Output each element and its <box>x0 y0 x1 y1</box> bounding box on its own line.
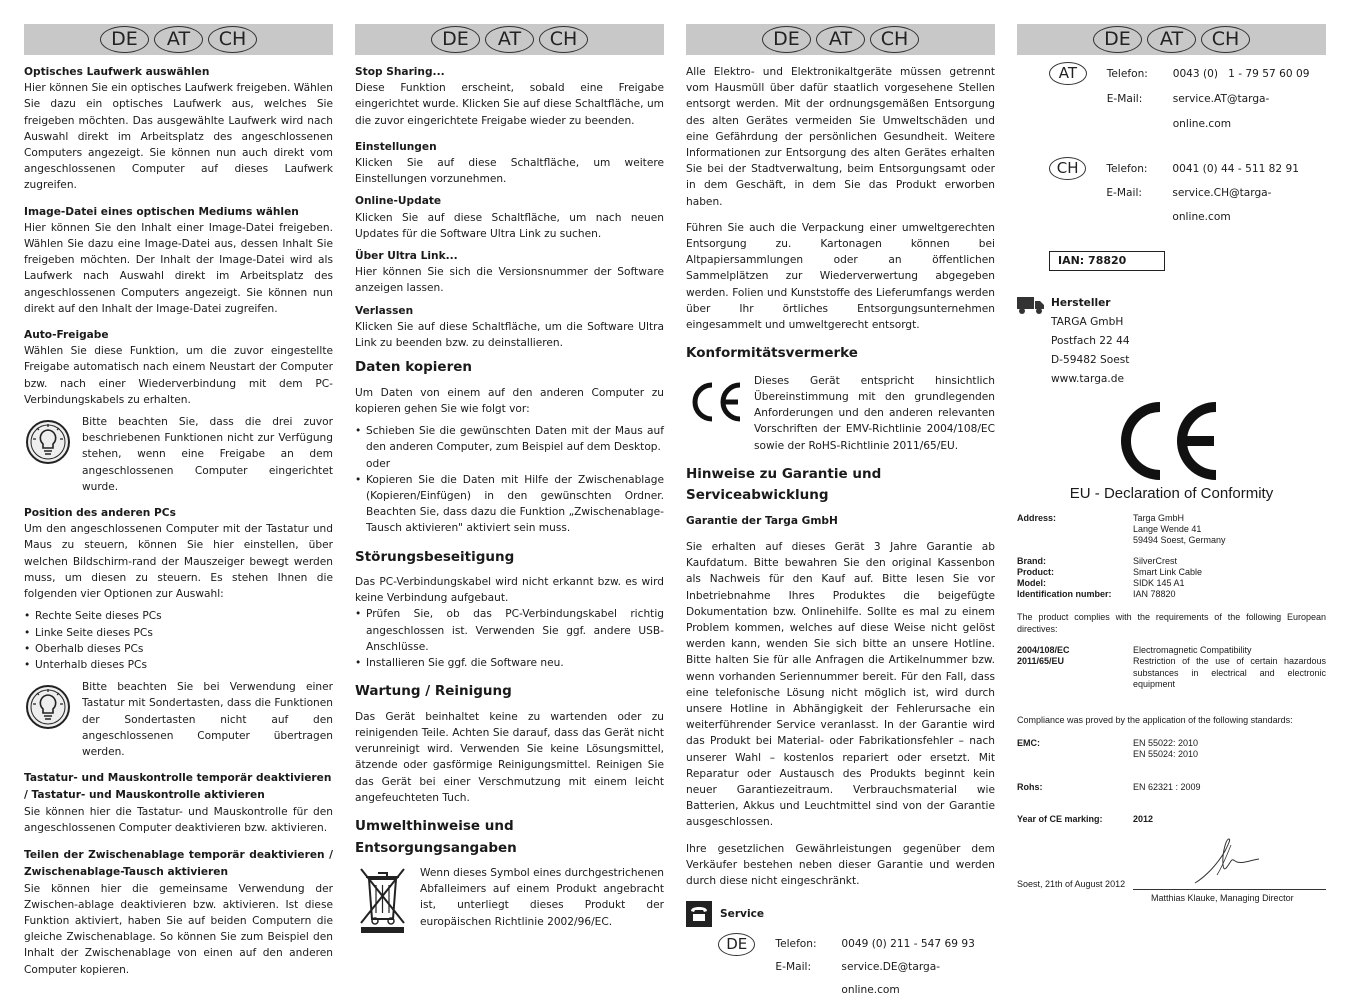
ce-mark-icon <box>686 377 744 427</box>
section-title: Über Ultra Link... <box>355 250 458 263</box>
note-text: Bitte beachten Sie, dass die drei zuvor beschriebenen Funktionen nicht zur Verfügung stehen, wenn eine Freigabe an dem angeschlossenen Computer eingerichtet wurde. <box>82 416 333 493</box>
section-title: Stop Sharing... <box>355 66 445 78</box>
list-item: • Oberhalb dieses PCs <box>24 641 333 657</box>
signature-area <box>1017 833 1326 913</box>
ian-box: IAN: 78820 <box>1049 251 1165 271</box>
section-text: Um Daten von einem auf den anderen Computer zu kopieren gehen Sie wie folgt vor: <box>355 386 664 415</box>
troubleshoot-list <box>355 606 664 671</box>
section-heading: Konformitätsvermerke <box>686 345 858 362</box>
model-value: SIDK 145 A1 <box>1133 578 1185 589</box>
signature-line <box>1133 889 1326 890</box>
phone-label: Telefon: <box>1106 68 1148 80</box>
address-line: Targa GmbH <box>1133 512 1185 523</box>
id-value: IAN 78820 <box>1133 589 1176 600</box>
mail-address[interactable]: service.DE@targa-online.com <box>841 961 941 997</box>
badge-at: AT <box>154 26 203 53</box>
manufacturer-line: Postfach 22 44 <box>1051 335 1130 348</box>
list-item: • Rechte Seite dieses PCs <box>24 608 333 624</box>
manufacturer-block <box>1017 295 1326 389</box>
directive-code: 2004/108/EC <box>1017 645 1070 656</box>
badge-at: AT <box>1147 26 1196 53</box>
warranty-text: Sie erhalten auf dieses Gerät 3 Jahre Garantie ab Kaufdatum. Bitte bewahren Sie den original Kassenbon als Nachweis für den Kauf auf. Bitte lesen Sie vor Inbetriebnahme Ihres Produktes die beigefügte Dokumentation bzw. Onlinehilfe. Sollte es mal zu einem Problem kommen, welches auf diese Weise nicht gelöst werden kann, wenden Sie sich bitte an unsere Hotline. Bitte halten Sie für alle Anfragen die Artikelnummer bzw. wenn vorhanden Seriennummer bereit. Für den Fall, dass eine telefonische Lösung nicht möglich ist, wird durch unsere Hotline in Abhängigkeit der Fehlerursache ein weiterführender Service veranlasst. In der Garantie wird das Produkt bei Material- oder Fabrikationsfehler – nach unserer Wahl – kostenlos repariert oder ersetzt. Mit Reparatur oder Austausch des Produkts beginnt kein neuer Garantiezeitraum. Verbrauchsmaterial wie Batterien, Akkus und Leuchtmittel sind von der Garantie ausgeschlossen. <box>686 540 995 829</box>
badge-de: DE <box>718 933 755 956</box>
badge-ch: CH <box>208 26 257 53</box>
year-value: 2012 <box>1133 813 1154 824</box>
manufacturer-line: D-59482 Soest <box>1051 354 1130 367</box>
badge-at: AT <box>1049 62 1087 85</box>
section-text: Hier können Sie sich die Versionsnummer der Software anzeigen lassen. <box>355 266 664 295</box>
list-item: • Linke Seite dieses PCs <box>24 625 333 641</box>
service-at <box>1049 62 1326 137</box>
address-line: Lange Wende 41 <box>1133 523 1202 534</box>
section-text: Hier können Sie den Inhalt einer Image-Datei freigeben. Wählen Sie dazu eine Image-Datei aus, dessen Inhalt Sie freigeben möchten. Der Inhalt der Image-Datei wird als Laufwerk nach Auswahl direkt im Arbeitsplatz des angeschlossenen Computers angezeigt. Sie können nun direkt auf den Inhalt der Image-Datei zugreifen. <box>24 221 333 315</box>
mail-label: E-Mail: <box>775 961 812 974</box>
badge-at: AT <box>485 26 534 53</box>
mail-label: E-Mail: <box>1106 187 1142 199</box>
note-text: Bitte beachten Sie bei Verwendung einer Tastatur mit Sondertasten, dass die Funktionen der Sondertasten nicht auf den angeschlossenen Computer übertragen werden. <box>82 681 333 758</box>
product-label: Product: <box>1017 567 1054 578</box>
note-text: Dieses Gerät entspricht hinsichtlich Übereinstimmung mit den grundlegenden Anforderungen und den anderen relevanten Vorschriften der EMV-Richtlinie 2004/108/EC sowie der RoHS-Richtlinie 2011/65/EU. <box>754 374 995 452</box>
badge-ch: CH <box>870 26 919 53</box>
section-text: Wählen Sie diese Funktion, um die zuvor eingestellte Freigabe automatisch nach einem Neustart der Computer bzw. nach einer Wiederverbindung mit dem PC-Verbindungskabels zu erhalten. <box>24 345 333 406</box>
proved-text: Compliance was proved by the application of the following standards: <box>1017 715 1293 726</box>
subsection-title: Garantie der Targa GmbH <box>686 514 838 527</box>
weee-note <box>355 865 664 935</box>
country-header <box>24 24 333 55</box>
brand-value: SilverCrest <box>1133 556 1178 567</box>
section-heading: Hinweise zu Garantie und Serviceabwicklung <box>686 465 882 504</box>
doc-title: EU - Declaration of Conformity <box>1069 485 1274 503</box>
section-text: Das PC-Verbindungskabel wird nicht erkannt bzw. es wird keine Verbindung aufgebaut. <box>355 576 664 605</box>
model-label: Model: <box>1017 578 1046 589</box>
ce-mark-icon <box>1112 401 1222 481</box>
section-text: Diese Funktion erscheint, sobald eine Freigabe eingerichtet wurde. Klicken Sie auf diese Schaltfläche, um die zuvor eingerichtete Freigabe wieder zu beenden. <box>355 82 664 127</box>
declaration <box>1017 513 1326 913</box>
section-title: Position des anderen PCs <box>24 507 176 520</box>
section-heading: Wartung / Reinigung <box>355 683 512 700</box>
truck-icon <box>1017 295 1045 315</box>
manufacturer-title: Hersteller <box>1051 297 1111 310</box>
section-heading: Störungsbeseitigung <box>355 548 515 565</box>
list-item: • Kopieren Sie die Daten mit Hilfe der Zwischenablage (Kopieren/Einfügen) in den gewünschten Ordner. Beachten Sie, dass dazu die Funktion „Zwischenablage-Tausch aktivieren" aktiviert sein muss. <box>355 472 664 537</box>
badge-at: AT <box>816 26 865 53</box>
phone-number: 0043 (0) 1 - 79 57 60 09 <box>1172 68 1310 80</box>
rohs-label: Rohs: <box>1017 781 1043 792</box>
section-title: Optisches Laufwerk auswählen <box>24 66 210 78</box>
phone-label: Telefon: <box>1106 163 1148 175</box>
mail-label: E-Mail: <box>1106 93 1143 105</box>
section-text: Sie können hier die gemeinsame Verwendung der Zwischen-ablage deaktivieren bzw. aktivieren. Ist diese Funktion aktiviert, haben Sie auf beiden Computern die gleiche Zwischenablage. So können Sie zum Beispiel den Inhalt der Zwischenablage von einen auf den anderen Computer kopieren. <box>24 882 333 976</box>
warranty-text-2: Ihre gesetzlichen Gewährleistungen gegenüber dem Verkäufer bestehen neben dieser Garantie und werden durch diese nicht eingeschränkt. <box>686 842 995 888</box>
note-box <box>24 679 333 760</box>
column-1 <box>24 24 333 976</box>
country-header <box>355 24 664 55</box>
list-item: • Prüfen Sie, ob das PC-Verbindungskabel richtig angeschlossen ist. Verwenden Sie ggf. andere USB-Anschlüsse. <box>355 606 664 655</box>
emc-standard: EN 55022: 2010 <box>1133 738 1199 749</box>
options-list <box>24 608 333 673</box>
section-title: Tastatur- und Mauskontrolle temporär deaktivieren / Tastatur- und Mauskontrolle aktivieren <box>24 772 332 802</box>
badge-de: DE <box>762 26 811 53</box>
phone-number: 0041 (0) 44 - 511 82 91 <box>1172 163 1300 175</box>
section-text: Klicken Sie auf diese Schaltfläche, um die Software Ultra Link zu beenden bzw. zu deinstallieren. <box>355 320 664 350</box>
copy-steps-list <box>355 472 664 537</box>
manufacturer-line[interactable]: www.targa.de <box>1051 373 1125 386</box>
telephone-icon <box>686 901 712 927</box>
column-4 <box>1017 24 1326 946</box>
section-title: Image-Datei eines optischen Mediums wählen <box>24 205 299 218</box>
note-box <box>24 414 333 495</box>
lightbulb-icon <box>24 683 72 731</box>
rohs-standard: EN 62321 : 2009 <box>1133 781 1201 792</box>
section-text: Hier können Sie ein optisches Laufwerk freigeben. Wählen Sie dazu ein optisches Laufwerk aus, welches Sie freigeben möchten. Das ausgewählte Laufwerk wird nach Auswahl direkt im Arbeitsplatz des angeschlossenen Computers angezeigt. Sie können nun auch direkt vom angeschlossenen Computer auf dieses Laufwerk zugreifen. <box>24 82 333 192</box>
signer-name: Matthias Klauke, Managing Director <box>1151 893 1294 904</box>
service-title: Service <box>720 908 765 921</box>
note-text: Wenn dieses Symbol eines durchgestrichenen Abfalleimers auf einem Produkt angebracht ist, unterliegt dieses Produkt der europäischen Richtlinie 2002/96/EC. <box>420 867 665 928</box>
section-title: Online-Update <box>355 195 442 208</box>
badge-ch: CH <box>539 26 588 53</box>
phone-label: Telefon: <box>775 938 817 951</box>
section-text: Um den angeschlossenen Computer mit der Tastatur und Maus zu steuern, können Sie hier einstellen, über welchen Bildschirm-rand der Mauszeiger bewegt werden muss, um diesen zu steuern. Es stehen Ihnen die folgenden vier Optionen zur Auswahl: <box>24 523 333 601</box>
country-header <box>1017 24 1326 55</box>
section-text: Klicken Sie auf diese Schaltfläche, um nach neuen Updates für die Software Ultra Link zu suchen. <box>355 211 664 240</box>
directive-code: 2011/65/EU <box>1017 656 1065 667</box>
directive-text: Electromagnetic Compatibility <box>1133 645 1252 656</box>
emc-standard: EN 55024: 2010 <box>1133 749 1199 760</box>
section-title: Verlassen <box>355 304 414 317</box>
section-title: Auto-Freigabe <box>24 329 109 342</box>
section-heading: Daten kopieren <box>355 359 472 376</box>
service-heading <box>686 901 995 927</box>
column-3 <box>686 24 995 997</box>
disposal-text: Alle Elektro- und Elektronikaltgeräte müssen getrennt vom Hausmüll über dafür staatlich vorgesehene Stellen entsorgt werden. Mit der ordnungsgemäßen Entsorgung des alten Gerätes vermeiden Sie Umweltschäden und eine Gefährdung der persönlichen Gesundheit. Weitere Informationen zur Entsorgung des alten Gerätes erhalten Sie bei der Stadtverwaltung, beim Entsorgungsamt oder in dem Geschäft, in dem Sie das Produkt erworben haben. <box>686 66 995 208</box>
badge-de: DE <box>1093 26 1142 53</box>
badge-de: DE <box>100 26 149 53</box>
badge-ch: CH <box>1049 157 1086 180</box>
contact-block <box>1106 157 1326 229</box>
packaging-text: Führen Sie auch die Verpackung einer umweltgerechten Entsorgung zu. Kartonagen können bei Altpapiersammlungen oder an öffentlichen Sammelplätzen zur Wiederverwertung abgegeben werden. Folien und Kunststoffe des Lieferumfangs werden über Ihr örtliches Entsorgungsunternehmen eingesammelt und umweltgerecht entsorgt. <box>686 221 995 332</box>
phone-number: 0049 (0) 211 - 547 69 93 <box>841 938 975 951</box>
badge-ch: CH <box>1201 26 1250 53</box>
contact-block <box>1107 62 1326 137</box>
or-text: oder <box>366 457 391 470</box>
section-title: Teilen der Zwischenablage temporär deaktivieren / Zwischenablage-Tausch aktivieren <box>24 848 333 878</box>
copy-steps-list <box>355 423 664 455</box>
column-2 <box>355 24 664 946</box>
section-text: Klicken Sie auf diese Schaltfläche, um weitere Einstellungen vorzunehmen. <box>355 157 664 186</box>
signature-image <box>1187 835 1287 887</box>
list-item: • Schieben Sie die gewünschten Daten mit der Maus auf den anderen Computer, zum Beispiel auf dem Desktop. <box>355 423 664 455</box>
service-ch <box>1049 157 1326 229</box>
emc-label: EMC: <box>1017 738 1040 749</box>
mail-address[interactable]: service.AT@targa-online.com <box>1172 93 1270 130</box>
brand-label: Brand: <box>1017 556 1046 567</box>
list-item: • Installieren Sie ggf. die Software neu. <box>355 655 664 671</box>
crossed-bin-icon <box>355 865 410 935</box>
complies-text: The product complies with the requirements of the following European directives: <box>1017 612 1326 634</box>
country-header <box>686 24 995 55</box>
place-date: Soest, 21th of August 2012 <box>1017 879 1126 890</box>
directive-text: Restriction of the use of certain hazardous substances in electrical and electronic equipment <box>1133 656 1326 689</box>
lightbulb-icon <box>24 418 72 466</box>
address-label: Address: <box>1017 512 1057 523</box>
service-de <box>718 933 995 1002</box>
product-value: Smart Link Cable <box>1133 567 1203 578</box>
badge-de: DE <box>431 26 480 53</box>
ce-note <box>686 373 995 454</box>
section-text: Das Gerät beinhaltet keine zu wartenden oder zu reinigenden Teile. Achten Sie darauf, dass das Gerät nicht verunreinigt wird. Verwenden Sie keine Lösungsmittel, ätzende oder gasförmige Reinigungsmittel. Reinigen Sie das Gerät bei einer Verschmutzung mit einem leicht angefeuchteten Tuch. <box>355 710 664 804</box>
manufacturer-line: TARGA GmbH <box>1051 316 1124 329</box>
address-line: 59494 Soest, Germany <box>1133 535 1226 546</box>
section-text: Sie können hier die Tastatur- und Mauskontrolle für den angeschlossenen Computer deaktivieren bzw. aktivieren. <box>24 806 333 835</box>
id-label: Identification number: <box>1017 589 1112 600</box>
section-title: Einstellungen <box>355 140 437 153</box>
list-item: • Unterhalb dieses PCs <box>24 657 333 673</box>
year-label: Year of CE marking: <box>1017 813 1103 824</box>
section-heading: Umwelthinweise und Entsorgungsangaben <box>355 818 517 856</box>
contact-block <box>775 933 995 1002</box>
mail-address[interactable]: service.CH@targa-online.com <box>1172 187 1272 223</box>
